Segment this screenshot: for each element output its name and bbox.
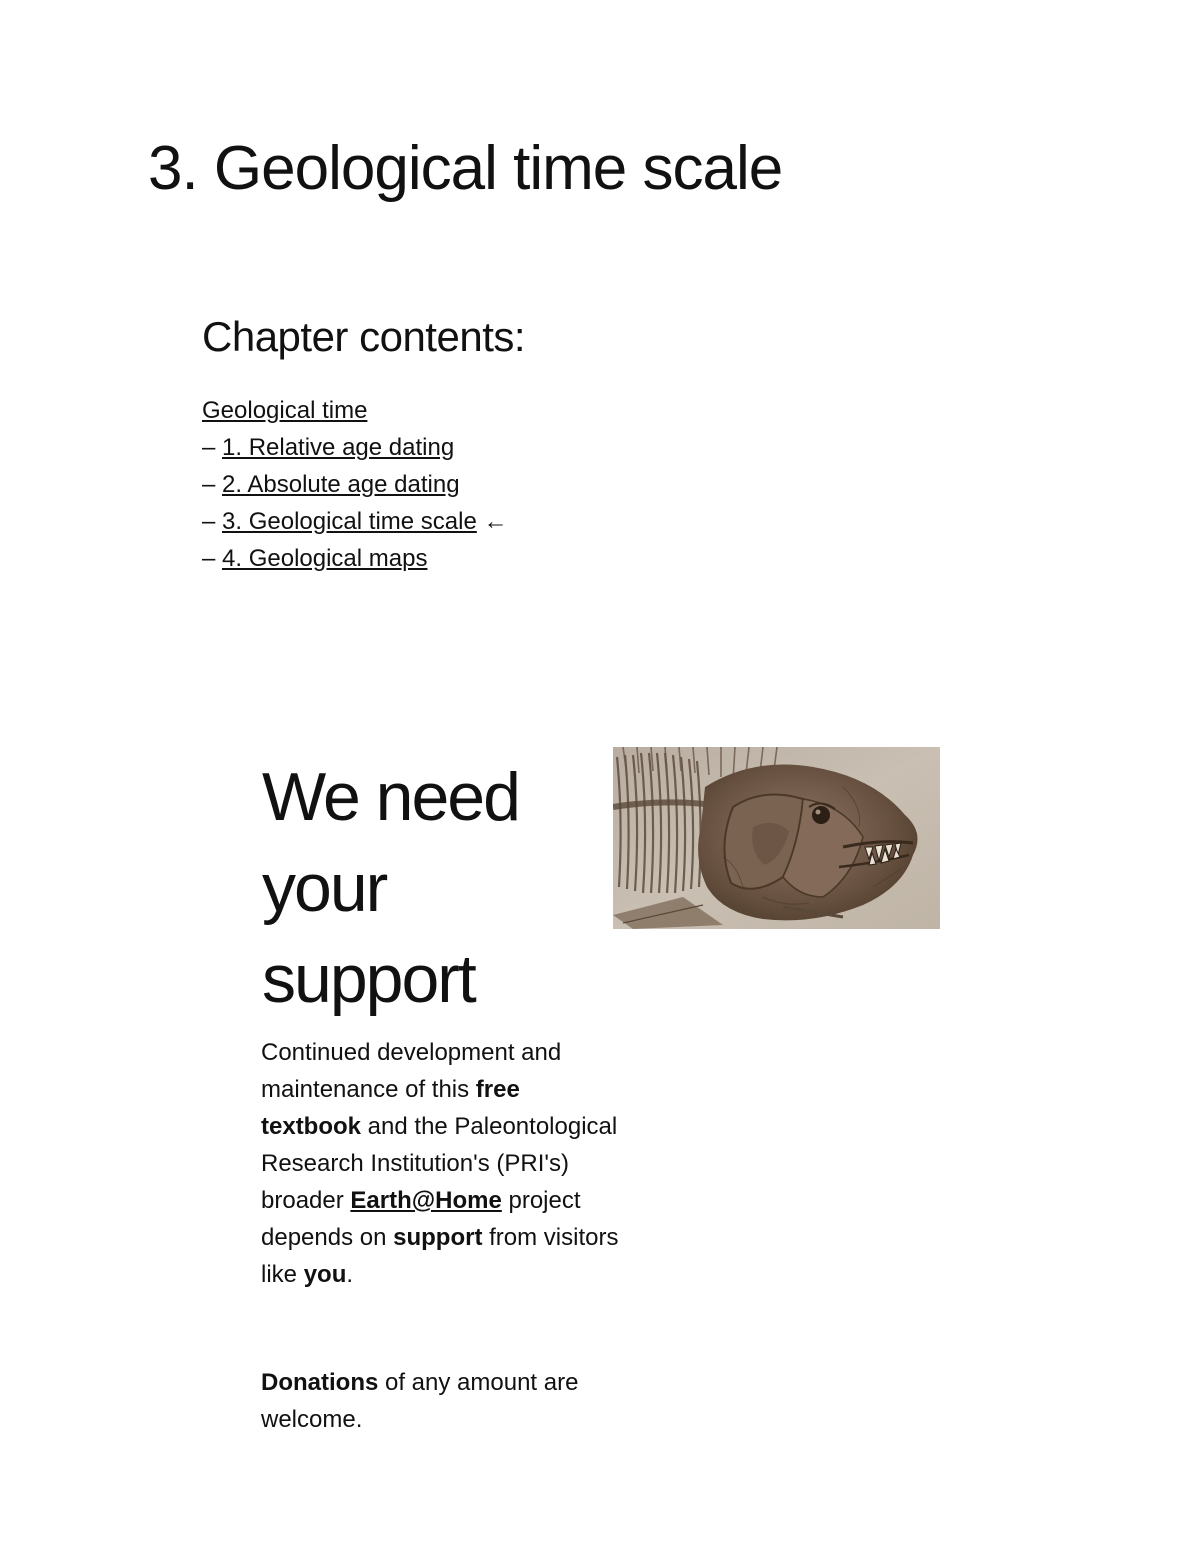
support-text: from visitors like [261, 1224, 619, 1288]
support-bold-you: you [303, 1261, 347, 1288]
toc-link-relative-age-dating[interactable]: 1. Relative age dating [222, 434, 455, 461]
page-title: 3. Geological time scale [148, 134, 783, 203]
support-text: and the Paleontological Research Institution's (PRI's) broader [261, 1113, 618, 1214]
toc-row [202, 429, 507, 466]
support-text: . [346, 1261, 354, 1288]
toc-dash: – [202, 434, 223, 461]
toc-link-geological-time-scale[interactable]: 3. Geological time scale [222, 508, 477, 535]
donations-paragraph [261, 1364, 621, 1438]
toc-link-geological-time[interactable]: Geological time [202, 397, 368, 424]
support-heading: We need your support [262, 759, 519, 1017]
chapter-contents-list [202, 392, 507, 577]
support-paragraph [261, 1034, 621, 1293]
toc-link-geological-maps[interactable]: 4. Geological maps [222, 545, 428, 572]
support-text: Continued development and maintenance of this [261, 1039, 562, 1103]
support-bold-support: support [393, 1224, 483, 1251]
donations-text: of any amount are welcome. [261, 1369, 579, 1433]
toc-link-absolute-age-dating[interactable]: 2. Absolute age dating [222, 471, 460, 498]
toc-dash: – [202, 471, 223, 498]
toc-row [202, 540, 507, 577]
support-text: project depends on [261, 1187, 581, 1251]
toc-parent-row [202, 392, 507, 429]
chapter-contents-heading: Chapter contents: [202, 313, 526, 360]
donations-bold: Donations [261, 1369, 379, 1396]
fossil-fish-image [613, 747, 940, 929]
toc-dash: – [202, 545, 223, 572]
toc-row-current [202, 503, 507, 540]
earth-at-home-link[interactable]: Earth@Home [350, 1187, 502, 1214]
current-page-arrow-icon: ← [483, 508, 508, 535]
toc-row [202, 466, 507, 503]
toc-dash: – [202, 508, 223, 535]
support-bold-free-textbook: free textbook [261, 1076, 520, 1140]
